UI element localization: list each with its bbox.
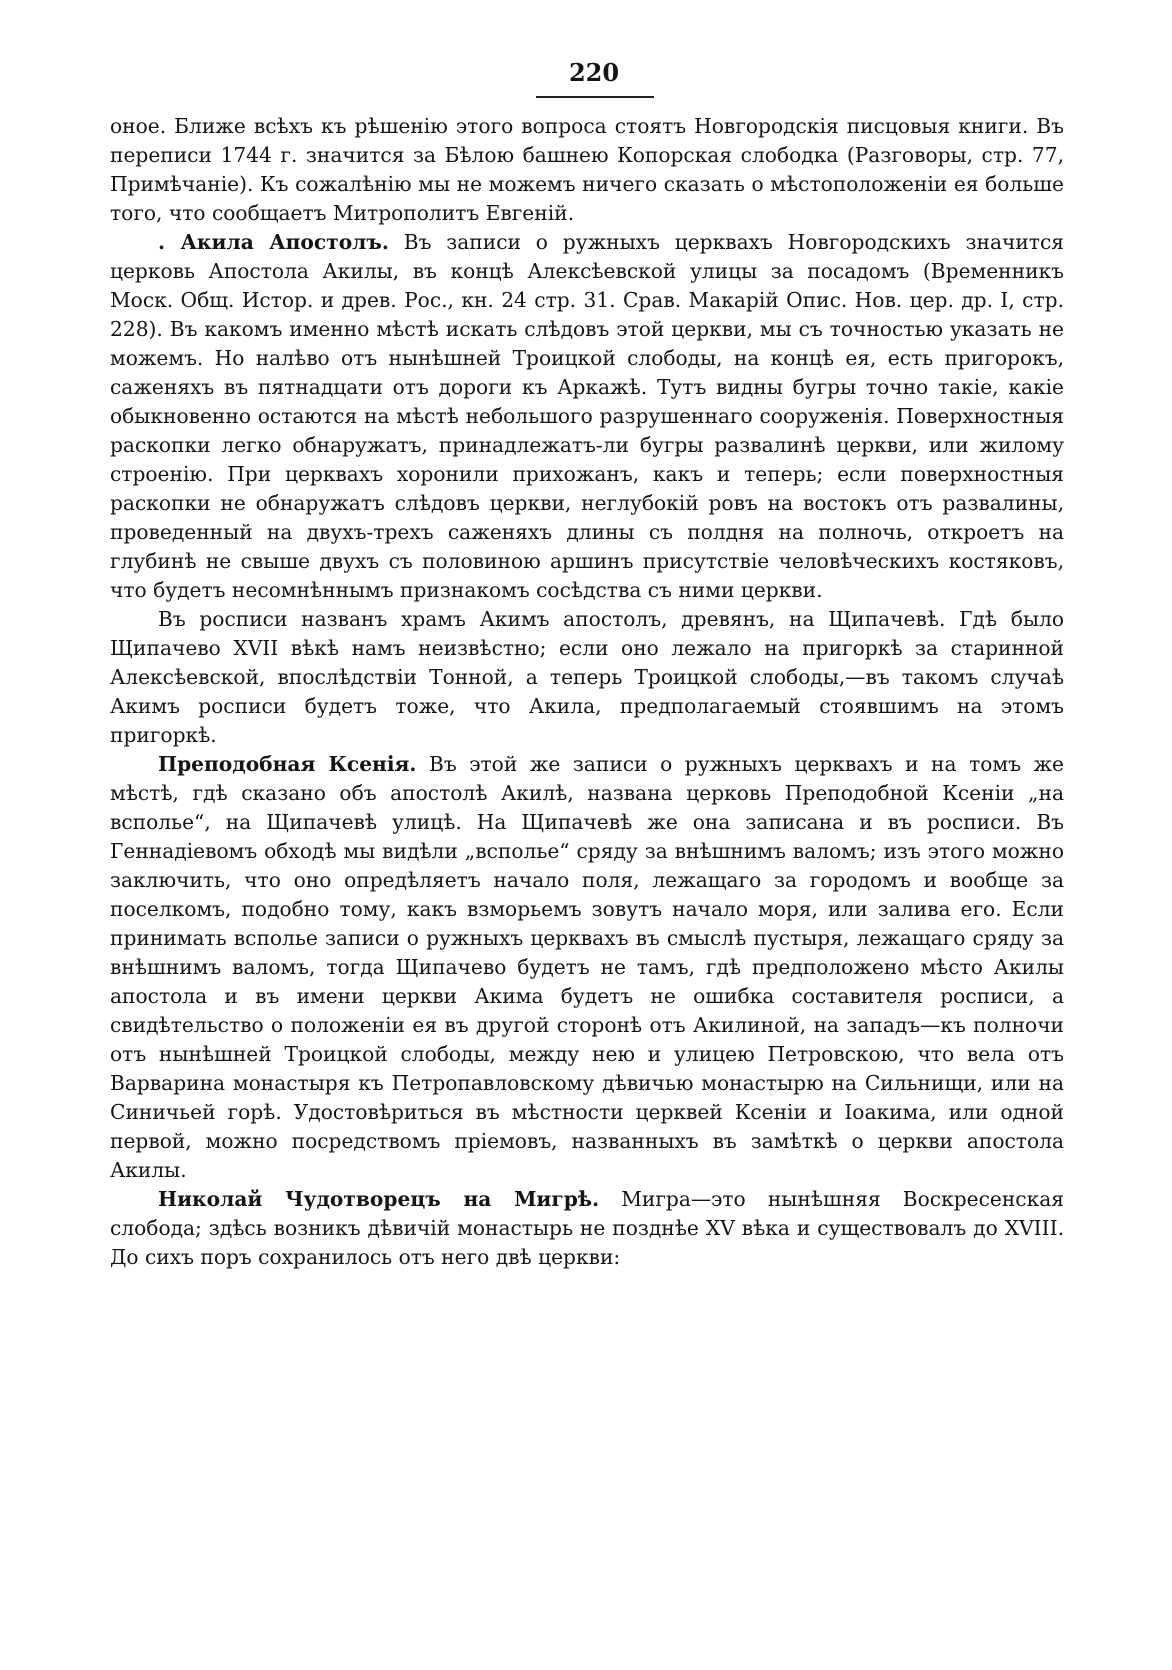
paragraph-text: Въ росписи названъ храмъ Акимъ апостолъ, древянъ, на Щипачевѣ. Гдѣ было Щипачево XVII вѣкѣ намъ неизвѣстно; если оно лежало на пригоркѣ за старинной Алексѣевской, впослѣдствіи Тонной, а теперь Троицкой слободы,—въ такомъ случаѣ Акимъ росписи будетъ тоже, что Акила, предполагаемый стоявшимъ на этомъ пригоркѣ.: [110, 607, 1064, 747]
page-number: 220: [568, 58, 620, 87]
paragraph-continuation: [110, 112, 1064, 228]
paragraph-text: Мигра—это нынѣшняя Воскресенская слобода; здѣсь возникъ дѣвичій монастырь не позднѣе XV вѣка и существовалъ до XVIII. До сихъ поръ сохранилось отъ него двѣ церкви:: [110, 1187, 1064, 1269]
header-rule: [536, 96, 654, 98]
paragraph-nikolai: [110, 1185, 1064, 1272]
paragraph-text: оное. Ближе всѣхъ къ рѣшенію этого вопроса стоятъ Новгородскія писцовыя книги. Въ переписи 1744 г. значится за Бѣлою башнею Копорская слободка (Разговоры, стр. 77, Примѣчаніе). Къ сожалѣнію мы не можемъ ничего сказать о мѣстоположеніи ея больше того, что сообщаетъ Митрополитъ Евгеній.: [110, 114, 1064, 225]
section-heading-nikolai: Николай Чудотворецъ на Мигрѣ.: [158, 1187, 600, 1211]
paragraph-ksenia: [110, 750, 1064, 1185]
paragraph-text: Въ этой же записи о ружныхъ церквахъ и на томъ же мѣстѣ, гдѣ сказано объ апостолѣ Акилѣ, названа церковь Преподобной Ксеніи „на всполье“, на Щипачевѣ улицѣ. На Щипачевѣ же она записана и въ росписи. Въ Геннадіевомъ обходѣ мы видѣли „всполье“ сряду за внѣшнимъ валомъ; изъ этого можно заключить, что оно опредѣляетъ начало поля, лежащаго за городомъ и вообще за поселкомъ, подобно тому, какъ взморьемъ зовутъ начало моря, или залива его. Если принимать всполье записи о ружныхъ церквахъ въ смыслѣ пустыря, лежащаго сряду за внѣшнимъ валомъ, тогда Щипачево будетъ не тамъ, гдѣ предположено мѣсто Акилы апостола и въ имени церкви Акима будетъ не ошибка составителя росписи, а свидѣтельство о положеніи ея въ другой сторонѣ отъ Акилиной, на западъ—къ полночи отъ нынѣшней Троицкой слободы, между нею и улицею Петровскою, что вела отъ Варварина монастыря къ Петропавловскому дѣвичью монастырю на Сильнищи, или на Синичьей горѣ. Удостовѣриться въ мѣстности церквей Ксеніи и Іоакима, или одной первой, можно посредствомъ пріемовъ, названныхъ въ замѣткѣ о церкви апостола Акилы.: [110, 752, 1064, 1182]
section-heading-ksenia: Преподобная Ксенія.: [158, 752, 417, 776]
paragraph-text: Въ записи о ружныхъ церквахъ Новгородскихъ значится церковь Апостола Акилы, въ концѣ Алексѣевской улицы за посадомъ (Временникъ Моск. Общ. Истор. и древ. Рос., кн. 24 стр. 31. Срав. Макарій Опис. Нов. цер. др. I, стр. 228). Въ какомъ именно мѣстѣ искать слѣдовъ этой церкви, мы съ точностью указать не можемъ. Но налѣво отъ нынѣшней Троицкой слободы, на концѣ ея, есть пригорокъ, саженяхъ въ пятнадцати отъ дороги къ Аркажѣ. Тутъ видны бугры точно такіе, какіе обыкновенно остаются на мѣстѣ небольшого разрушеннаго сооруженія. Поверхностныя раскопки легко обнаружатъ, принадлежатъ-ли бугры развалинѣ церкви, или жилому строенію. При церквахъ хоронили прихожанъ, какъ и теперь; если поверхностныя раскопки не обнаружатъ слѣдовъ церкви, неглубокій ровъ на востокъ отъ развалины, проведенный на двухъ-трехъ саженяхъ длины съ полдня на полночь, откроетъ на глубинѣ не свыше двухъ съ половиною аршинъ присутствіе человѣческихъ костяковъ, что будетъ несомнѣннымъ признакомъ сосѣдства съ ними церкви.: [110, 230, 1064, 602]
paragraph-akim: [110, 605, 1064, 750]
paragraph-akila: [110, 228, 1064, 605]
section-heading-akila: . Акила Апостолъ.: [158, 230, 389, 254]
